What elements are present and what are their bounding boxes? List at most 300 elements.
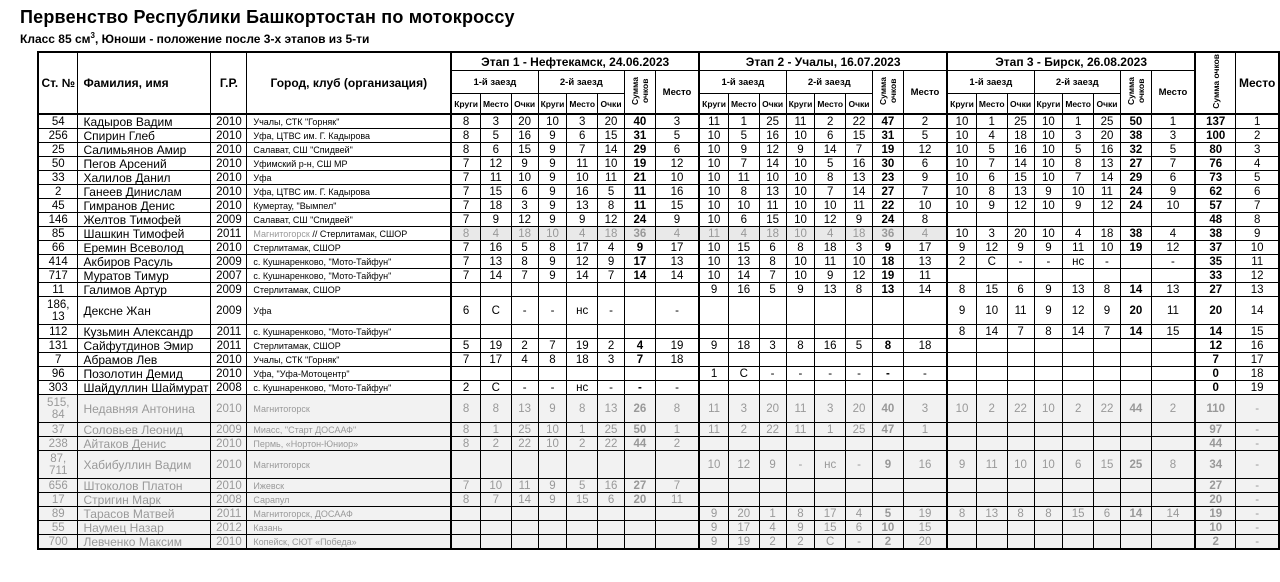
place-cell: 11 xyxy=(480,171,511,185)
points-cell xyxy=(759,325,786,339)
place-cell xyxy=(567,535,598,550)
place-cell: 17 xyxy=(480,353,511,367)
stage-sum-cell xyxy=(1120,367,1151,381)
stage-sum-cell: 11 xyxy=(625,185,656,199)
place-cell: 12 xyxy=(815,213,846,227)
stage-sum-cell: 40 xyxy=(872,395,903,423)
points-cell: 4 xyxy=(511,353,538,367)
place-cell xyxy=(976,521,1007,535)
laps-cell xyxy=(538,325,567,339)
rider-name-cell: Соловьев Леонид xyxy=(78,423,211,437)
total-place-cell: 17 xyxy=(1236,353,1279,367)
points-cell xyxy=(598,283,625,297)
points-cell: 16 xyxy=(598,479,625,493)
points-cell: 13 xyxy=(759,185,786,199)
points-header: Очки xyxy=(759,94,786,115)
laps-cell: 7 xyxy=(451,353,480,367)
total-place-cell: 3 xyxy=(1236,143,1279,157)
stage-place-cell: 1 xyxy=(903,423,947,437)
points-cell: 15 xyxy=(598,129,625,143)
place-cell: 3 xyxy=(480,114,511,129)
place-cell: 6 xyxy=(567,129,598,143)
start-number-cell: 55 xyxy=(38,521,78,535)
place-cell: 12 xyxy=(976,241,1007,255)
place-cell: 1 xyxy=(976,114,1007,129)
laps-cell: 8 xyxy=(451,437,480,451)
laps-cell xyxy=(947,353,976,367)
place-cell xyxy=(976,381,1007,395)
laps-cell xyxy=(699,353,728,367)
place-cell: 3 xyxy=(815,395,846,423)
laps-cell xyxy=(451,283,480,297)
stage-place-cell: 10 xyxy=(903,199,947,213)
page-title: Первенство Республики Башкортостан по мотокроссу xyxy=(20,7,515,27)
points-header: Очки xyxy=(1093,94,1120,115)
start-number-cell: 656 xyxy=(38,479,78,493)
total-place-cell: 7 xyxy=(1236,199,1279,213)
total-place-cell: - xyxy=(1236,479,1279,493)
stage-place-cell xyxy=(1151,339,1195,353)
place-cell: 9 xyxy=(480,213,511,227)
total-sum-cell: 35 xyxy=(1195,255,1236,269)
place-cell xyxy=(1063,213,1094,227)
points-cell: 6 xyxy=(1007,283,1034,297)
place-cell xyxy=(1063,269,1094,283)
start-number-cell: 11 xyxy=(38,283,78,297)
stage-sum-cell xyxy=(872,479,903,493)
points-cell: - xyxy=(511,297,538,325)
place-cell xyxy=(728,493,759,507)
stage-sum-cell: 14 xyxy=(1120,283,1151,297)
laps-cell xyxy=(1034,479,1063,493)
place-cell xyxy=(728,297,759,325)
stage-place-cell xyxy=(903,325,947,339)
club-cell: с. Кушнаренково, "Мото-Тайфун" xyxy=(247,269,451,283)
subtitle-rest: , Юноши - положение после 3-х этапов из 5-ти xyxy=(95,32,370,46)
club-cell: с. Кушнаренково, "Мото-Тайфун" xyxy=(247,255,451,269)
table-row xyxy=(38,255,1279,269)
laps-cell: 9 xyxy=(699,521,728,535)
stage-sum-cell: 38 xyxy=(1120,129,1151,143)
laps-cell: 9 xyxy=(947,451,976,479)
place-cell: 12 xyxy=(480,157,511,171)
table-row xyxy=(38,493,1279,507)
place-cell: 8 xyxy=(815,171,846,185)
points-cell: 13 xyxy=(598,395,625,423)
points-cell: 11 xyxy=(846,199,873,213)
stage-sum-cell: 22 xyxy=(872,199,903,213)
points-cell: 6 xyxy=(598,493,625,507)
laps-cell: 10 xyxy=(1034,199,1063,213)
stage-place-cell: 13 xyxy=(655,255,699,269)
total-sum-cell: 62 xyxy=(1195,185,1236,199)
table-row xyxy=(38,199,1279,213)
laps-cell: 11 xyxy=(786,114,815,129)
points-cell: 12 xyxy=(1007,199,1034,213)
place-cell: 17 xyxy=(728,521,759,535)
laps-cell: 11 xyxy=(786,395,815,423)
laps-cell: 8 xyxy=(451,143,480,157)
place-cell: - xyxy=(815,367,846,381)
stage-place-cell: 17 xyxy=(655,241,699,255)
stage-place-cell: 2 xyxy=(903,114,947,129)
laps-cell: 9 xyxy=(538,199,567,213)
place-cell: 15 xyxy=(1063,507,1094,521)
birth-year-cell: 2010 xyxy=(211,479,247,493)
points-cell: - xyxy=(598,297,625,325)
stage-sum-cell xyxy=(1120,339,1151,353)
points-cell: 2 xyxy=(511,339,538,353)
points-cell xyxy=(1093,493,1120,507)
race-1-header: 1-й заезд xyxy=(947,71,1034,94)
laps-cell: 10 xyxy=(699,171,728,185)
total-sum-cell: 97 xyxy=(1195,423,1236,437)
place-cell xyxy=(480,325,511,339)
col-header-total-place: Место xyxy=(1236,52,1279,114)
place-cell: нс xyxy=(567,381,598,395)
start-number-cell: 37 xyxy=(38,423,78,437)
place-cell: 5 xyxy=(728,129,759,143)
total-place-cell: - xyxy=(1236,437,1279,451)
birth-year-cell: 2010 xyxy=(211,185,247,199)
total-sum-cell: 33 xyxy=(1195,269,1236,283)
laps-cell: 9 xyxy=(699,507,728,521)
place-cell: 8 xyxy=(567,395,598,423)
points-cell: 3 xyxy=(846,241,873,255)
club-cell: Стерлитамак, СШОР xyxy=(247,283,451,297)
place-cell xyxy=(1063,535,1094,550)
start-number-cell: 85 xyxy=(38,227,78,241)
stage-sum-cell: 18 xyxy=(872,255,903,269)
laps-cell: 10 xyxy=(947,227,976,241)
start-number-cell: 45 xyxy=(38,199,78,213)
start-number-cell: 54 xyxy=(38,114,78,129)
points-cell xyxy=(846,479,873,493)
stage-sum-cell xyxy=(625,535,656,550)
stage-sum-cell xyxy=(1120,479,1151,493)
stage-place-cell: 12 xyxy=(655,157,699,171)
total-sum-cell: 34 xyxy=(1195,451,1236,479)
race-2-header: 2-й заезд xyxy=(538,71,624,94)
place-cell: 18 xyxy=(815,241,846,255)
place-cell: 9 xyxy=(1063,199,1094,213)
laps-cell: - xyxy=(786,451,815,479)
stage-sum-cell: 36 xyxy=(872,227,903,241)
place-cell: 11 xyxy=(567,157,598,171)
col-header-birth-year: Г.Р. xyxy=(211,52,247,114)
birth-year-cell: 2010 xyxy=(211,395,247,423)
stage-place-cell xyxy=(1151,367,1195,381)
stage-place-cell: 3 xyxy=(1151,129,1195,143)
stage-sum-cell: 47 xyxy=(872,423,903,437)
points-cell xyxy=(759,297,786,325)
place-cell: 16 xyxy=(480,241,511,255)
stage-place-cell: 18 xyxy=(655,353,699,367)
table-row xyxy=(38,325,1279,339)
laps-cell xyxy=(1034,353,1063,367)
laps-cell: - xyxy=(538,297,567,325)
club-cell: Учалы, СТК "Горняк" xyxy=(247,353,451,367)
laps-cell xyxy=(451,367,480,381)
place-header: Место xyxy=(728,94,759,115)
birth-year-cell: 2010 xyxy=(211,129,247,143)
stage-place-cell: 2 xyxy=(655,437,699,451)
points-cell: 7 xyxy=(759,269,786,283)
place-cell: 3 xyxy=(567,114,598,129)
stage-place-cell xyxy=(1151,381,1195,395)
club-cell: Сарапул xyxy=(247,493,451,507)
club-cell: Уфа xyxy=(247,297,451,325)
stage-sum-cell: 30 xyxy=(872,157,903,171)
birth-year-cell: 2011 xyxy=(211,339,247,353)
points-cell xyxy=(759,353,786,367)
points-cell: 25 xyxy=(1007,114,1034,129)
points-cell: 22 xyxy=(759,423,786,437)
laps-cell xyxy=(1034,437,1063,451)
points-cell xyxy=(598,367,625,381)
place-cell xyxy=(728,353,759,367)
stage-sum-cell: 11 xyxy=(625,199,656,213)
stage-place-cell: 2 xyxy=(1151,395,1195,423)
place-cell: 14 xyxy=(976,325,1007,339)
total-place-cell: - xyxy=(1236,395,1279,423)
place-cell: 19 xyxy=(728,535,759,550)
place-cell: 13 xyxy=(567,199,598,213)
birth-year-cell: 2009 xyxy=(211,297,247,325)
birth-year-cell: 2009 xyxy=(211,255,247,269)
rider-name-cell: Стригин Марк xyxy=(78,493,211,507)
laps-cell: 7 xyxy=(451,241,480,255)
place-cell xyxy=(976,493,1007,507)
table-row xyxy=(38,535,1279,550)
stage-sum-cell: 9 xyxy=(625,241,656,255)
stage-sum-cell: 9 xyxy=(872,241,903,255)
stage-place-cell: 8 xyxy=(1151,451,1195,479)
place-cell: 20 xyxy=(728,507,759,521)
stage-place-cell xyxy=(655,507,699,521)
stage-sum-cell: 24 xyxy=(1120,199,1151,213)
laps-cell: 10 xyxy=(786,185,815,199)
stage-place-cell: - xyxy=(655,297,699,325)
stage-sum-cell xyxy=(1120,353,1151,367)
race-1-header: 1-й заезд xyxy=(699,71,786,94)
place-cell xyxy=(1063,521,1094,535)
points-cell: - xyxy=(759,367,786,381)
laps-cell xyxy=(786,353,815,367)
points-cell: 25 xyxy=(1093,114,1120,129)
stage-place-cell: 13 xyxy=(1151,283,1195,297)
table-row xyxy=(38,451,1279,479)
place-cell: 11 xyxy=(976,451,1007,479)
points-cell: 14 xyxy=(846,185,873,199)
points-cell xyxy=(1093,535,1120,550)
points-cell: 11 xyxy=(511,479,538,493)
laps-cell xyxy=(786,493,815,507)
place-header: Место xyxy=(480,94,511,115)
place-cell: 4 xyxy=(815,227,846,241)
laps-cell: 11 xyxy=(699,227,728,241)
club-cell: Ижевск xyxy=(247,479,451,493)
points-header: Очки xyxy=(1007,94,1034,115)
birth-year-cell: 2008 xyxy=(211,381,247,395)
points-cell: - xyxy=(598,381,625,395)
place-cell: 6 xyxy=(815,129,846,143)
points-cell: 15 xyxy=(846,129,873,143)
place-cell: 5 xyxy=(976,143,1007,157)
col-header-total-sum: Сумма очков xyxy=(1195,52,1236,114)
stage-place-cell: 16 xyxy=(903,451,947,479)
place-cell: 2 xyxy=(480,437,511,451)
place-cell: 18 xyxy=(567,353,598,367)
laps-cell: 9 xyxy=(699,283,728,297)
points-cell: 15 xyxy=(759,213,786,227)
place-cell: 14 xyxy=(567,269,598,283)
laps-cell: - xyxy=(786,367,815,381)
stage-sum-cell: 24 xyxy=(625,213,656,227)
points-cell: 12 xyxy=(511,213,538,227)
start-number-cell: 131 xyxy=(38,339,78,353)
club-cell: Магнитогорск // Стерлитамак, СШОР xyxy=(247,227,451,241)
total-sum-cell: 19 xyxy=(1195,507,1236,521)
total-sum-cell: 2 xyxy=(1195,535,1236,550)
total-place-cell: 11 xyxy=(1236,255,1279,269)
total-place-cell: 4 xyxy=(1236,157,1279,171)
table-row xyxy=(38,297,1279,325)
place-cell xyxy=(976,423,1007,437)
stage-sum-cell: 27 xyxy=(625,479,656,493)
laps-header: Круги xyxy=(786,94,815,115)
birth-year-cell: 2010 xyxy=(211,451,247,479)
place-cell: 6 xyxy=(728,213,759,227)
table-row xyxy=(38,507,1279,521)
total-place-cell: 8 xyxy=(1236,213,1279,227)
laps-cell: 9 xyxy=(1034,297,1063,325)
place-cell: 15 xyxy=(567,493,598,507)
place-cell: 7 xyxy=(567,143,598,157)
stage-place-cell: 15 xyxy=(655,199,699,213)
stage-sum-cell: 24 xyxy=(1120,185,1151,199)
place-cell xyxy=(567,367,598,381)
laps-cell xyxy=(947,521,976,535)
birth-year-cell: 2010 xyxy=(211,367,247,381)
place-cell: 1 xyxy=(480,423,511,437)
laps-cell: 8 xyxy=(538,241,567,255)
points-cell xyxy=(1093,353,1120,367)
stage-sum-cell: 13 xyxy=(872,283,903,297)
points-cell: 22 xyxy=(1007,395,1034,423)
stage-sum-cell: 38 xyxy=(1120,227,1151,241)
stage-place-cell: 10 xyxy=(655,171,699,185)
points-cell xyxy=(1093,479,1120,493)
place-cell: 3 xyxy=(976,227,1007,241)
laps-cell: 10 xyxy=(947,171,976,185)
points-cell xyxy=(1093,269,1120,283)
stage-place-cell xyxy=(1151,353,1195,367)
total-sum-cell: 14 xyxy=(1195,325,1236,339)
total-sum-cell: 12 xyxy=(1195,339,1236,353)
laps-cell xyxy=(786,479,815,493)
laps-cell: 9 xyxy=(538,255,567,269)
place-cell: 1 xyxy=(567,423,598,437)
stage-sum-header: Сумма очков xyxy=(872,71,903,115)
laps-cell xyxy=(947,269,976,283)
place-cell: нс xyxy=(1063,255,1094,269)
points-cell: 10 xyxy=(846,255,873,269)
points-cell: 9 xyxy=(1093,297,1120,325)
laps-cell xyxy=(538,367,567,381)
start-number-cell: 515, 84 xyxy=(38,395,78,423)
place-cell xyxy=(976,353,1007,367)
points-cell: 14 xyxy=(511,493,538,507)
points-cell: - xyxy=(846,535,873,550)
stage-place-cell xyxy=(1151,213,1195,227)
points-cell xyxy=(511,451,538,479)
total-sum-cell: 110 xyxy=(1195,395,1236,423)
place-cell: 13 xyxy=(815,283,846,297)
place-cell: 7 xyxy=(480,493,511,507)
points-cell xyxy=(1007,521,1034,535)
place-cell xyxy=(480,451,511,479)
stage-sum-cell: - xyxy=(872,367,903,381)
points-cell xyxy=(759,381,786,395)
rider-name-cell: Кузьмин Александр xyxy=(78,325,211,339)
laps-cell xyxy=(947,423,976,437)
place-cell: 8 xyxy=(480,395,511,423)
laps-cell xyxy=(1034,381,1063,395)
place-cell: 13 xyxy=(480,255,511,269)
points-cell: 18 xyxy=(511,227,538,241)
laps-header: Круги xyxy=(1034,94,1063,115)
stage-sum-cell xyxy=(625,297,656,325)
place-cell xyxy=(815,381,846,395)
laps-cell: 9 xyxy=(699,339,728,353)
table-row xyxy=(38,283,1279,297)
place-cell xyxy=(976,269,1007,283)
stage-3-header: Этап 3 - Бирск, 26.08.2023 xyxy=(947,52,1195,71)
points-cell: 16 xyxy=(511,129,538,143)
stage-place-cell xyxy=(655,325,699,339)
stage-place-cell xyxy=(1151,493,1195,507)
points-cell: 10 xyxy=(511,171,538,185)
points-cell xyxy=(598,451,625,479)
stage-place-cell xyxy=(1151,269,1195,283)
points-cell: 3 xyxy=(511,199,538,213)
stage-place-cell xyxy=(903,297,947,325)
laps-cell: 10 xyxy=(1034,114,1063,129)
points-cell xyxy=(1007,339,1034,353)
stage-sum-cell: 8 xyxy=(872,339,903,353)
place-cell xyxy=(728,325,759,339)
points-cell: 25 xyxy=(598,423,625,437)
stage-place-cell: 5 xyxy=(903,129,947,143)
start-number-cell: 256 xyxy=(38,129,78,143)
place-cell: 2 xyxy=(728,423,759,437)
rider-name-cell: Муратов Тимур xyxy=(78,269,211,283)
stage-place-cell: 6 xyxy=(655,143,699,157)
place-cell xyxy=(480,535,511,550)
laps-cell: 10 xyxy=(947,143,976,157)
club-cell: с. Кушнаренково, "Мото-Тайфун" xyxy=(247,325,451,339)
points-cell: 3 xyxy=(759,339,786,353)
points-cell xyxy=(759,479,786,493)
points-cell: 9 xyxy=(598,255,625,269)
laps-cell xyxy=(538,451,567,479)
total-place-cell: - xyxy=(1236,521,1279,535)
stage-sum-cell xyxy=(625,507,656,521)
place-cell: 10 xyxy=(1063,185,1094,199)
stage-place-cell: 5 xyxy=(1151,143,1195,157)
stage-sum-cell xyxy=(872,353,903,367)
